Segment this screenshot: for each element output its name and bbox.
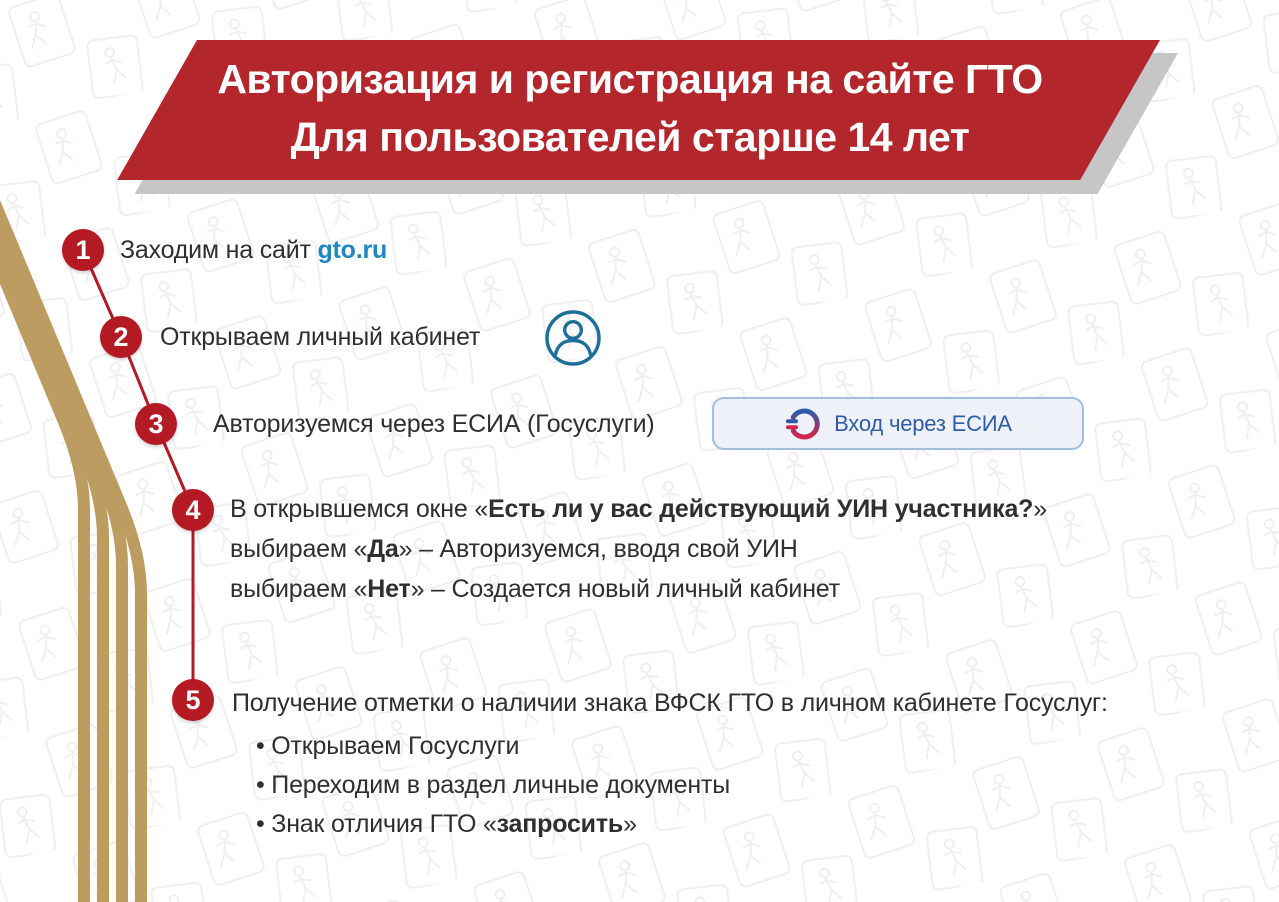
step-3-marker [135,403,177,445]
profile-icon[interactable] [543,308,603,368]
step-3-text: Авторизуемся через ЕСИА (Госуслуги) [213,410,655,438]
banner-title-line1: Авторизация и регистрация на сайте ГТО [217,56,1043,102]
step-1-number: 1 [75,234,91,265]
step-2-text: Открываем личный кабинет [160,323,481,351]
banner-title-line2: Для пользователей старше 14 лет [290,114,970,160]
step-5-bullet-1: • Открываем Госуслуги [256,732,520,760]
esia-button-label: Вход через ЕСИА [834,410,1012,436]
esia-logo-icon [784,406,820,442]
step-1-text: Заходим на сайт gto.ru [120,236,388,264]
step-5-number: 5 [185,684,201,715]
step-4-marker [172,489,214,531]
step-5-heading: Получение отметки о наличии знака ВФСК ГТО в личном кабинете Госуслуг: [232,689,1108,717]
gto-ru-link[interactable]: gto.ru [317,236,388,264]
step-3-number: 3 [148,408,164,439]
step-4-text-line-3: выбираем «Нет» – Создается новый личный кабинет [230,575,840,603]
step-4-text-line-1: В открывшемся окне «Есть ли у вас действующий УИН участника?» [230,495,1047,523]
step-4-text [230,489,1047,609]
step-2-marker [100,316,142,358]
step-1-marker [62,229,104,271]
step-5-bullet-list [256,727,730,844]
step-5-bullet-3: • Знак отличия ГТО «запросить» [256,810,637,838]
step-4-text-line-2: выбираем «Да» – Авторизуемся, вводя свой УИН [230,535,798,563]
step-5-marker [172,679,214,721]
step-4-number: 4 [185,494,201,525]
esia-login-button[interactable] [712,397,1084,450]
step-2-number: 2 [113,321,129,352]
step-5-bullet-2: • Переходим в раздел личные документы [256,771,730,799]
